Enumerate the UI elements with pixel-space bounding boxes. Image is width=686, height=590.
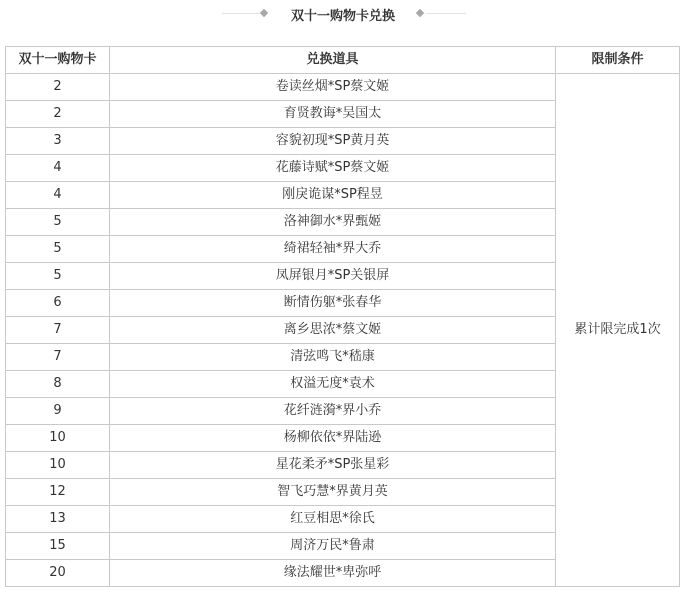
exchange-item: 绮裙轻袖*界大乔 bbox=[110, 236, 556, 263]
card-count: 5 bbox=[6, 263, 110, 290]
header-divider-left bbox=[222, 13, 260, 14]
card-count: 20 bbox=[6, 560, 110, 587]
diamond-icon-left bbox=[260, 9, 268, 17]
exchange-item: 容貌初现*SP黄月英 bbox=[110, 128, 556, 155]
exchange-item: 智飞巧慧*界黄月英 bbox=[110, 479, 556, 506]
exchange-item: 花藤诗赋*SP蔡文姬 bbox=[110, 155, 556, 182]
card-count: 7 bbox=[6, 344, 110, 371]
section-title: 双十一购物卡兑换 bbox=[290, 9, 395, 24]
card-count: 3 bbox=[6, 128, 110, 155]
card-count: 15 bbox=[6, 533, 110, 560]
table-row bbox=[6, 74, 680, 101]
header-divider-right bbox=[426, 13, 466, 14]
table-header-row bbox=[6, 47, 680, 74]
limit-condition: 累计限完成1次 bbox=[556, 74, 680, 587]
card-count: 2 bbox=[6, 74, 110, 101]
card-count: 13 bbox=[6, 506, 110, 533]
card-count: 6 bbox=[6, 290, 110, 317]
exchange-item: 清弦鸣飞*嵇康 bbox=[110, 344, 556, 371]
exchange-item: 缘法耀世*卑弥呼 bbox=[110, 560, 556, 587]
header-cards: 双十一购物卡 bbox=[6, 47, 110, 74]
exchange-item: 洛神御水*界甄姬 bbox=[110, 209, 556, 236]
header-limit: 限制条件 bbox=[556, 47, 680, 74]
header-item: 兑换道具 bbox=[110, 47, 556, 74]
exchange-item: 离乡思浓*蔡文姬 bbox=[110, 317, 556, 344]
exchange-table bbox=[5, 46, 680, 587]
card-count: 4 bbox=[6, 155, 110, 182]
exchange-item: 权溢无度*袁术 bbox=[110, 371, 556, 398]
exchange-item: 花纤涟漪*界小乔 bbox=[110, 398, 556, 425]
exchange-item: 凤屏银月*SP关银屏 bbox=[110, 263, 556, 290]
card-count: 12 bbox=[6, 479, 110, 506]
card-count: 10 bbox=[6, 425, 110, 452]
card-count: 4 bbox=[6, 182, 110, 209]
exchange-item: 周济万民*鲁肃 bbox=[110, 533, 556, 560]
exchange-item: 育贤教诲*吴国太 bbox=[110, 101, 556, 128]
exchange-item: 杨柳依依*界陆逊 bbox=[110, 425, 556, 452]
diamond-icon-right bbox=[416, 9, 424, 17]
card-count: 5 bbox=[6, 236, 110, 263]
exchange-item: 断情伤躯*张春华 bbox=[110, 290, 556, 317]
card-count: 2 bbox=[6, 101, 110, 128]
card-count: 10 bbox=[6, 452, 110, 479]
card-count: 9 bbox=[6, 398, 110, 425]
exchange-item: 卷读丝烟*SP蔡文姬 bbox=[110, 74, 556, 101]
exchange-item: 红豆相思*徐氏 bbox=[110, 506, 556, 533]
exchange-item: 星花柔矛*SP张星彩 bbox=[110, 452, 556, 479]
card-count: 8 bbox=[6, 371, 110, 398]
exchange-item: 刚戾诡谋*SP程昱 bbox=[110, 182, 556, 209]
card-count: 5 bbox=[6, 209, 110, 236]
card-count: 7 bbox=[6, 317, 110, 344]
section-header bbox=[0, 0, 686, 30]
